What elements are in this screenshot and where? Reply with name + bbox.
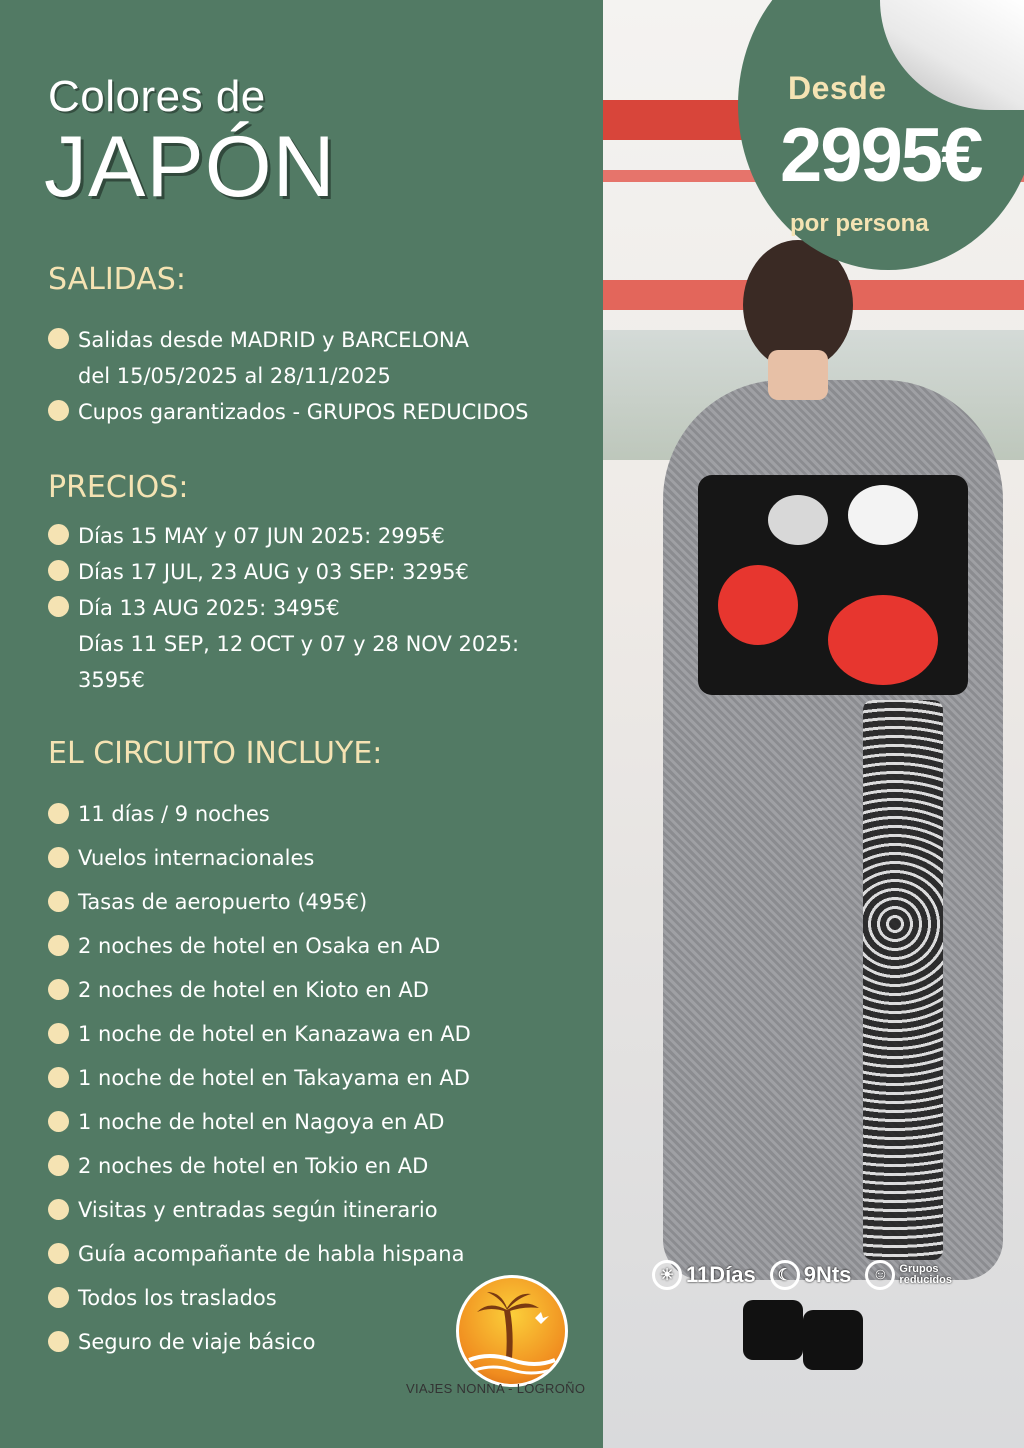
list-item: 1 noche de hotel en Takayama en AD bbox=[48, 1056, 471, 1100]
list-item: Tasas de aeropuerto (495€) bbox=[48, 880, 471, 924]
bullet-icon bbox=[48, 400, 69, 421]
title-line2: JAPÓN bbox=[44, 119, 336, 215]
price-value: 2995€ bbox=[780, 113, 982, 198]
list-item: Días 17 JUL, 23 AUG y 03 SEP: 3295€ bbox=[48, 554, 519, 590]
list-item: Guía acompañante de habla hispana bbox=[48, 1232, 471, 1276]
title-line1: Colores de bbox=[48, 72, 266, 121]
sun-icon: ☀ bbox=[652, 1260, 682, 1290]
list-item: Visitas y entradas según itinerario bbox=[48, 1188, 471, 1232]
list-item: 2 noches de hotel en Osaka en AD bbox=[48, 924, 471, 968]
bullet-icon bbox=[48, 1067, 69, 1088]
list-item: 2 noches de hotel en Kioto en AD bbox=[48, 968, 471, 1012]
bullet-icon bbox=[48, 847, 69, 868]
list-item: Todos los traslados bbox=[48, 1276, 471, 1320]
bullet-icon bbox=[48, 328, 69, 349]
bullet-icon bbox=[48, 1331, 69, 1352]
groups-badge: ☺ Grupos reducidos bbox=[865, 1260, 959, 1290]
flower-icon bbox=[718, 565, 798, 645]
bullet-icon bbox=[48, 979, 69, 1000]
days-badge: ☀ 11Días bbox=[652, 1260, 756, 1290]
agency-name: VIAJES NONNA - LOGROÑO bbox=[406, 1381, 586, 1396]
bullet-icon bbox=[48, 891, 69, 912]
incluye-heading: EL CIRCUITO INCLUYE: bbox=[48, 736, 383, 771]
list-item: Seguro de viaje básico bbox=[48, 1320, 471, 1364]
geta-shoe bbox=[743, 1300, 803, 1360]
precios-heading: PRECIOS: bbox=[48, 470, 189, 505]
nights-badge: ☾ 9Nts bbox=[770, 1260, 852, 1290]
kimono-pattern bbox=[863, 700, 943, 1260]
precios-list bbox=[48, 518, 519, 698]
pattern-shape bbox=[768, 495, 828, 545]
pattern-shape bbox=[848, 485, 918, 545]
geta-shoe bbox=[803, 1310, 863, 1370]
obi-sash bbox=[698, 475, 968, 695]
neck bbox=[768, 350, 828, 400]
trip-badges bbox=[652, 1255, 959, 1295]
list-item: Día 13 AUG 2025: 3495€ Días 11 SEP, 12 OCT y 07 y 28 NOV 2025: 3595€ bbox=[48, 590, 519, 698]
list-item: 1 noche de hotel en Nagoya en AD bbox=[48, 1100, 471, 1144]
salidas-list bbox=[48, 322, 529, 430]
bullet-icon bbox=[48, 1199, 69, 1220]
bullet-icon bbox=[48, 596, 69, 617]
bullet-icon bbox=[48, 803, 69, 824]
list-item: Vuelos internacionales bbox=[48, 836, 471, 880]
flower-icon bbox=[828, 595, 938, 685]
bullet-icon bbox=[48, 1287, 69, 1308]
list-item: Salidas desde MADRID y BARCELONA del 15/05/2025 al 28/11/2025 bbox=[48, 322, 529, 394]
bullet-icon bbox=[48, 524, 69, 545]
list-item: 1 noche de hotel en Kanazawa en AD bbox=[48, 1012, 471, 1056]
price-from-label: Desde bbox=[788, 70, 887, 106]
price-per-label: por persona bbox=[790, 210, 929, 237]
list-item: Cupos garantizados - GRUPOS REDUCIDOS bbox=[48, 394, 529, 430]
bullet-icon bbox=[48, 560, 69, 581]
list-item: 11 días / 9 noches bbox=[48, 792, 471, 836]
moon-icon: ☾ bbox=[770, 1260, 800, 1290]
bullet-icon bbox=[48, 1023, 69, 1044]
group-icon: ☺ bbox=[865, 1260, 895, 1290]
incluye-list bbox=[48, 792, 471, 1364]
salidas-heading: SALIDAS: bbox=[48, 262, 186, 297]
bullet-icon bbox=[48, 1155, 69, 1176]
agency-logo bbox=[456, 1275, 568, 1387]
bullet-icon bbox=[48, 935, 69, 956]
bullet-icon bbox=[48, 1243, 69, 1264]
list-item: Días 15 MAY y 07 JUN 2025: 2995€ bbox=[48, 518, 519, 554]
list-item: 2 noches de hotel en Tokio en AD bbox=[48, 1144, 471, 1188]
palm-tree-icon bbox=[459, 1278, 565, 1384]
bullet-icon bbox=[48, 1111, 69, 1132]
